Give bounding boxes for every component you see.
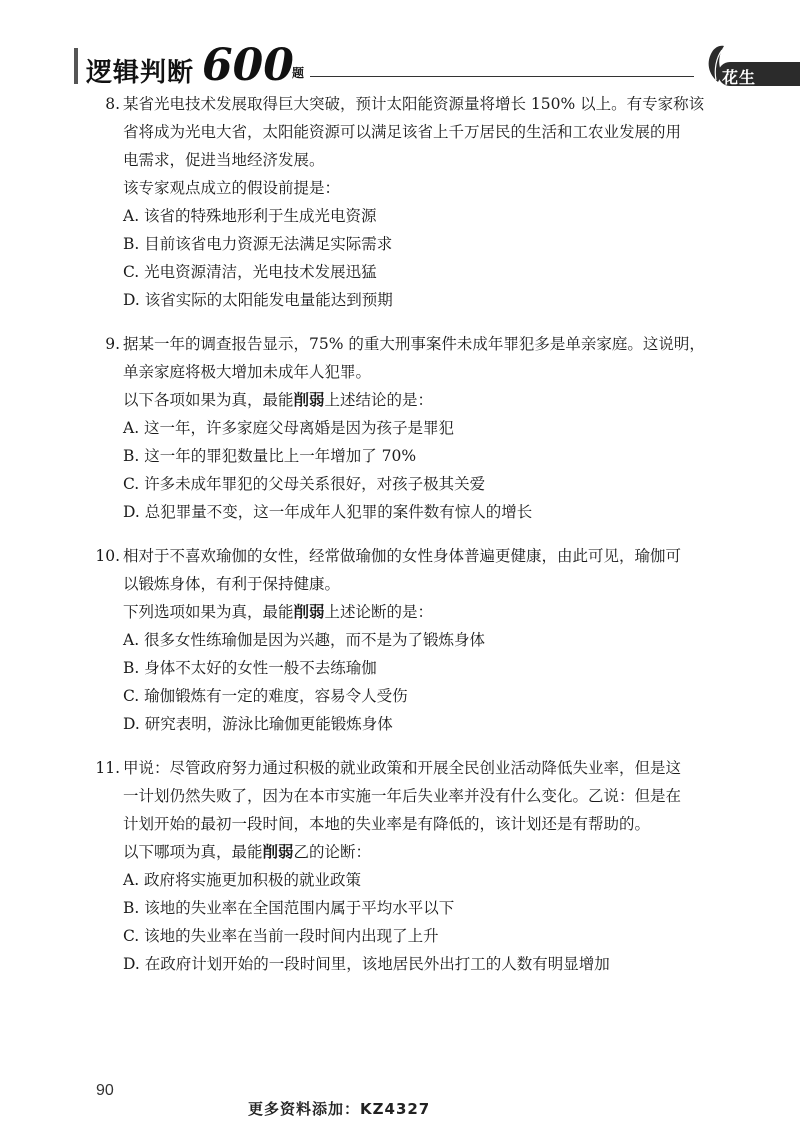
prompt-text: 乙的论断： bbox=[293, 843, 372, 861]
prompt-text: 下列选项如果为真，最能 bbox=[123, 603, 294, 621]
question-prompt bbox=[92, 838, 732, 866]
option-a: A. 该省的特殊地形利于生成光电资源 bbox=[123, 207, 377, 225]
footer-note: 更多资料添加：KZ4327 bbox=[248, 1100, 431, 1118]
book-title-number: 600 bbox=[202, 40, 294, 91]
page-number: 90 bbox=[96, 1082, 114, 1099]
option-c: C. 许多未成年罪犯的父母关系很好，对孩子极其关爱 bbox=[123, 475, 486, 493]
prompt-text: 以下哪项为真，最能 bbox=[123, 843, 263, 861]
option-b: B. 该地的失业率在全国范围内属于平均水平以下 bbox=[123, 899, 455, 917]
prompt-text: 上述论断的是： bbox=[324, 603, 434, 621]
question-8 bbox=[92, 90, 732, 314]
question-stem-line: 省将成为光电大省，太阳能资源可以满足该省上千万居民的生活和工农业发展的用 bbox=[123, 123, 682, 141]
prompt-text: 以下各项如果为真，最能 bbox=[123, 391, 294, 409]
option-d: D. 该省实际的太阳能发电量能达到预期 bbox=[123, 291, 393, 309]
stem-text: 据某一年的调查报告显示，75% 的重大刑事案件未成年罪犯多是单亲家庭。这说明， bbox=[123, 335, 705, 353]
question-stem-line bbox=[92, 90, 732, 118]
option-d: D. 研究表明，游泳比瑜伽更能锻炼身体 bbox=[123, 715, 393, 733]
question-10 bbox=[92, 542, 732, 738]
question-stem-line: 计划开始的最初一段时间，本地的失业率是有降低的，该计划还是有帮助的。 bbox=[123, 815, 651, 833]
question-stem-line: 电需求，促进当地经济发展。 bbox=[123, 151, 325, 169]
brand-logo bbox=[634, 44, 764, 110]
question-prompt bbox=[92, 598, 732, 626]
question-stem-line bbox=[92, 330, 732, 358]
question-number: 10. bbox=[95, 547, 120, 565]
brand-name: 花生十三 bbox=[722, 68, 757, 110]
question-stem-line bbox=[92, 542, 732, 570]
option-a: A. 政府将实施更加积极的就业政策 bbox=[123, 871, 362, 889]
option-c: C. 该地的失业率在当前一段时间内出现了上升 bbox=[123, 927, 439, 945]
option-a: A. 这一年，许多家庭父母离婚是因为孩子是罪犯 bbox=[123, 419, 455, 437]
question-list bbox=[92, 90, 732, 994]
option-c: C. 光电资源清洁，光电技术发展迅猛 bbox=[123, 263, 377, 281]
question-prompt bbox=[92, 386, 732, 414]
stem-text: 相对于不喜欢瑜伽的女性，经常做瑜伽的女性身体普遍更健康，由此可见，瑜伽可 bbox=[123, 547, 682, 565]
question-9 bbox=[92, 330, 732, 526]
header-accent-bar bbox=[74, 48, 78, 84]
option-d: D. 在政府计划开始的一段时间里，该地居民外出打工的人数有明显增加 bbox=[123, 955, 610, 973]
prompt-keyword: 削弱 bbox=[293, 602, 325, 621]
stem-text: 某省光电技术发展取得巨大突破，预计太阳能资源量将增长 150% 以上。有专家称该 bbox=[123, 95, 705, 113]
option-b: B. 身体不太好的女性一般不去练瑜伽 bbox=[123, 659, 377, 677]
question-number: 8. bbox=[105, 95, 120, 113]
question-stem-line bbox=[92, 754, 732, 782]
prompt-keyword: 削弱 bbox=[262, 842, 294, 861]
question-number: 9. bbox=[105, 335, 120, 353]
question-11 bbox=[92, 754, 732, 978]
question-stem-line: 单亲家庭将极大增加未成年人犯罪。 bbox=[123, 363, 372, 381]
question-stem-line: 一计划仍然失败了，因为在本市实施一年后失业率并没有什么变化。乙说：但是在 bbox=[123, 787, 682, 805]
question-number: 11. bbox=[95, 759, 120, 777]
question-prompt: 该专家观点成立的假设前提是： bbox=[123, 179, 341, 197]
book-title-suffix: 题 bbox=[292, 66, 305, 80]
stem-text: 甲说：尽管政府努力通过积极的就业政策和开展全民创业活动降低失业率，但是这 bbox=[123, 759, 682, 777]
option-c: C. 瑜伽锻炼有一定的难度，容易令人受伤 bbox=[123, 687, 408, 705]
prompt-keyword: 削弱 bbox=[293, 390, 325, 409]
option-b: B. 这一年的罪犯数量比上一年增加了 70% bbox=[123, 447, 417, 465]
option-d: D. 总犯罪量不变，这一年成年人犯罪的案件数有惊人的增长 bbox=[123, 503, 533, 521]
book-title: 逻辑判断 bbox=[86, 58, 195, 88]
prompt-text: 上述结论的是： bbox=[324, 391, 434, 409]
option-b: B. 目前该省电力资源无法满足实际需求 bbox=[123, 235, 393, 253]
option-a: A. 很多女性练瑜伽是因为兴趣，而不是为了锻炼身体 bbox=[123, 631, 486, 649]
question-stem-line: 以锻炼身体，有利于保持健康。 bbox=[123, 575, 341, 593]
